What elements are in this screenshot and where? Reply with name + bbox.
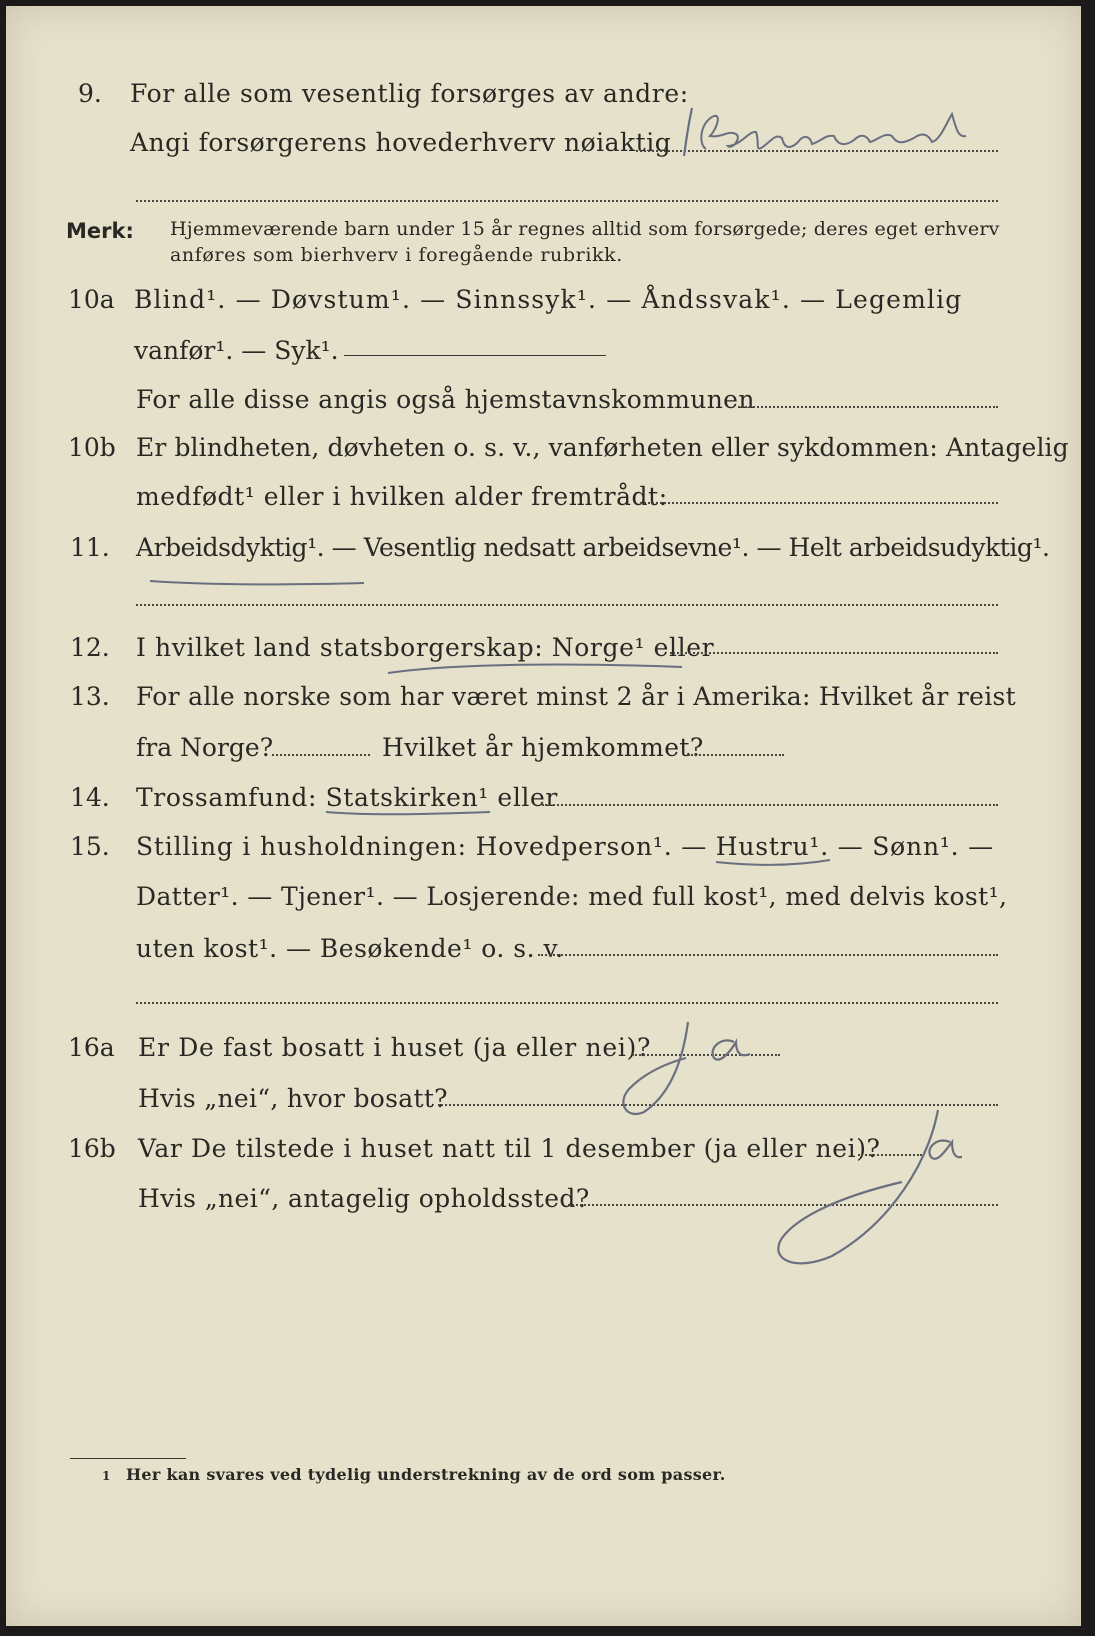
- q16a-line1: Er De fast bosatt i huset (ja eller nei)?: [138, 1033, 652, 1062]
- q13-line2b: Hvilket år hjemkommet?: [382, 733, 704, 762]
- q16b-number: 16b: [68, 1134, 116, 1163]
- q12-answer-line[interactable]: [670, 652, 998, 654]
- q13-left-norway-line[interactable]: [272, 754, 370, 756]
- q12-number: 12.: [70, 633, 110, 662]
- q12-line1: I hvilket land statsborgerskap: Norge¹ eller: [136, 633, 715, 662]
- q13-returned-line[interactable]: [688, 754, 784, 756]
- q15-extra-line[interactable]: [136, 1002, 998, 1004]
- q13-line2a: fra Norge?: [136, 733, 274, 762]
- q10b-number: 10b: [68, 433, 116, 462]
- census-form-page: [6, 6, 1081, 1626]
- q11-extra-line[interactable]: [136, 604, 998, 606]
- q9-number: 9.: [78, 79, 102, 108]
- q11-line1: Arbeidsdyktig¹. — Vesentlig nedsatt arbeidsevne¹. — Helt arbeidsudyktig¹.: [136, 533, 1050, 562]
- q9-extra-line[interactable]: [136, 200, 998, 202]
- q10a-line2: vanfør¹. — Syk¹.: [134, 336, 339, 365]
- q10a-answer-line[interactable]: [344, 355, 606, 356]
- merk-line2: anføres som bierhverv i foregående rubrikk.: [170, 244, 623, 266]
- q9-handwritten-answer: [670, 94, 1000, 164]
- q10a-line1: Blind¹. — Døvstum¹. — Sinnssyk¹. — Åndssvak¹. — Legemlig: [134, 285, 963, 314]
- q14-pencil-underline: [324, 806, 494, 820]
- merk-label: Merk:: [66, 219, 134, 243]
- q10a-home-municipality-line[interactable]: [738, 406, 998, 408]
- q10a-line3: For alle disse angis også hjemstavnskommunen: [136, 385, 755, 414]
- q16b-line2: Hvis „nei“, antagelig opholdssted?: [138, 1184, 590, 1213]
- footnote-text: Her kan svares ved tydelig understrekning av de ord som passer.: [126, 1465, 726, 1484]
- q10a-number: 10a: [68, 285, 115, 314]
- q11-number: 11.: [70, 533, 110, 562]
- q11-pencil-underline: [148, 575, 368, 589]
- q13-line1: For alle norske som har været minst 2 år i Amerika: Hvilket år reist: [136, 682, 1017, 711]
- q14-number: 14.: [70, 783, 110, 812]
- footnote-mark: 1: [102, 1469, 111, 1483]
- q16a-number: 16a: [68, 1033, 115, 1062]
- q15-line1: Stilling i husholdningen: Hovedperson¹. — Hustru¹. — Sønn¹. —: [136, 832, 994, 861]
- q15-number: 15.: [70, 832, 110, 861]
- q9-line1: For alle som vesentlig forsørges av andre:: [130, 79, 689, 108]
- q13-number: 13.: [70, 682, 110, 711]
- q10b-line1: Er blindheten, døvheten o. s. v., vanførheten eller sykdommen: Antagelig: [136, 433, 1069, 462]
- q16a-line2: Hvis „nei“, hvor bosatt?: [138, 1084, 448, 1113]
- q10b-line2: medfødt¹ eller i hvilken alder fremtrådt:: [136, 482, 668, 511]
- q14-answer-line[interactable]: [542, 804, 998, 806]
- q16b-line1: Var De tilstede i huset natt til 1 desember (ja eller nei)?: [138, 1134, 881, 1163]
- q15-answer-line[interactable]: [538, 954, 998, 956]
- q14-line1: Trossamfund: Statskirken¹ eller: [136, 783, 558, 812]
- q15-line2: Datter¹. — Tjener¹. — Losjerende: med full kost¹, med delvis kost¹,: [136, 882, 1008, 911]
- q12-pencil-underline: [386, 661, 686, 677]
- merk-line1: Hjemmeværende barn under 15 år regnes alltid som forsørgede; deres eget erhverv: [170, 218, 1000, 240]
- q15-line3: uten kost¹. — Besøkende¹ o. s. v.: [136, 934, 564, 963]
- q10b-answer-line[interactable]: [640, 502, 998, 504]
- q9-line2: Angi forsørgerens hovederhverv nøiaktig: [130, 128, 672, 157]
- footnote-rule: [70, 1458, 186, 1459]
- q15-pencil-underline: [714, 856, 834, 870]
- q16b-handwritten-answer: [742, 1092, 962, 1272]
